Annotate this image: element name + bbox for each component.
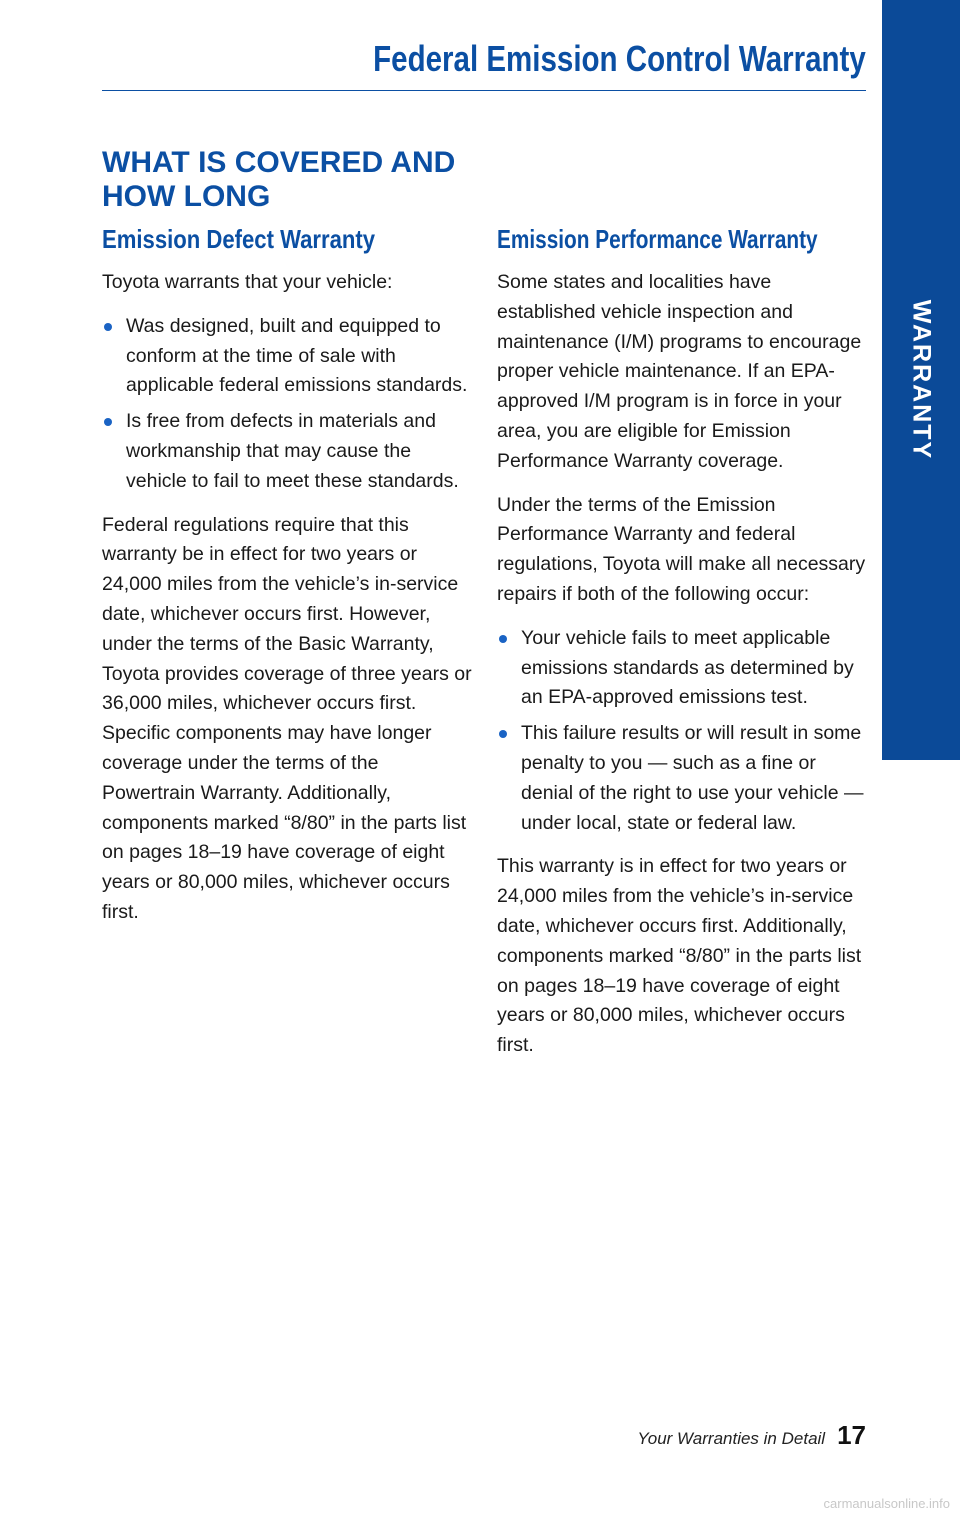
bullet-dot-icon [104,323,112,331]
watermark: carmanualsonline.info [823,1496,950,1511]
list-item [102,407,474,496]
bullet-dot-icon [499,730,507,738]
left-bullet-list [102,312,474,497]
emission-defect-warranty-column [102,222,474,942]
section-heading [102,146,482,214]
footer-label: Your Warranties in Detail [637,1429,826,1448]
list-item-text: Was designed, built and equipped to conform at the time of sale with applicable federal emissions standards. [126,314,468,397]
page-footer [637,1420,866,1450]
bullet-dot-icon [104,418,112,426]
list-item-text: This failure results or will result in some penalty to you — such as a fine or denial of the right to use your vehicle — under local, state or federal law. [521,722,864,834]
side-tab-warranty [882,0,960,760]
right-para-2: Under the terms of the Emission Performance Warranty and federal regulations, Toyota will make all necessary repairs if both of the following occur: [497,493,866,605]
section-heading-line2: HOW LONG [102,180,271,213]
page-title: Federal Emission Control Warranty [373,38,866,79]
emission-defect-warranty-title: Emission Defect Warranty [102,224,376,254]
list-item [102,312,474,401]
emission-performance-warranty-title: Emission Performance Warranty [497,224,818,254]
left-intro: Toyota warrants that your vehicle: [102,271,393,293]
right-para-1: Some states and localities have established vehicle inspection and maintenance (I/M) programs to encourage proper vehicle maintenance. If an EPA-approved I/M program is in force in your area, you are eligible for Emission Performance Warranty coverage. [497,271,862,472]
side-tab-label: WARRANTY [907,299,936,461]
list-item-text: Your vehicle fails to meet applicable emissions standards as determined by an EPA-approved emissions test. [521,626,854,709]
list-item-text: Is free from defects in materials and workmanship that may cause the vehicle to fail to meet these standards. [126,410,459,492]
page-number: 17 [837,1420,866,1450]
right-bullet-list [497,624,869,839]
left-body: Federal regulations require that this warranty be in effect for two years or 24,000 miles from the vehicle’s in-service date, whichever occurs first. However, under the terms of the Basic Warranty, Toyota provides coverage of three years or 36,000 miles, whichever occurs first. Specific components may have longer coverage under the terms of the Powertrain Warranty. Additionally, components marked “8/80” in the parts list on pages 18–19 have coverage of eight years or 80,000 miles, whichever occurs first. [102,513,472,923]
section-heading-line1: WHAT IS COVERED AND [102,146,456,179]
bullet-dot-icon [499,635,507,643]
page-header [102,38,866,91]
emission-performance-warranty-column [497,222,869,1075]
list-item [497,624,869,713]
right-para-3: This warranty is in effect for two years or 24,000 miles from the vehicle’s in-service date, whichever occurs first. Additionally, components marked “8/80” in the parts list on pages 18–19 have coverage of eight years or 80,000 miles, whichever occurs first. [497,855,862,1057]
list-item [497,719,869,838]
